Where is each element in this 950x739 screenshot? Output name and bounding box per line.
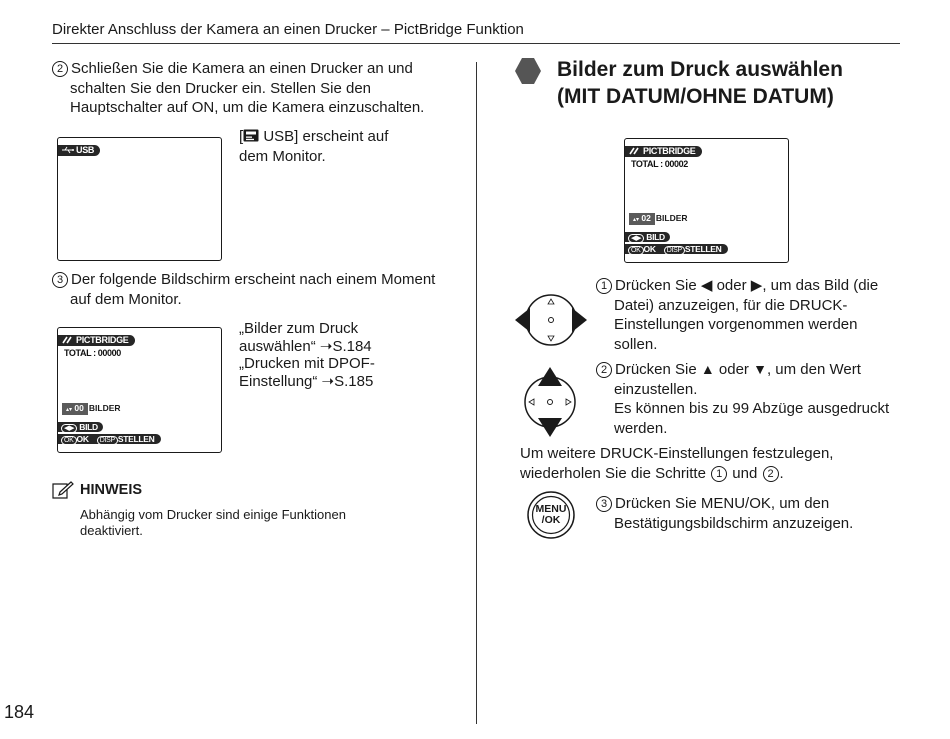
total-readout: TOTAL : 00002 (631, 159, 688, 169)
usb-icon (62, 146, 74, 154)
count-box: ▴▾ 02 (629, 213, 655, 225)
hint-body: Abhängig vom Drucker sind einige Funktionen deaktiviert. (80, 507, 346, 538)
total-readout: TOTAL : 00000 (64, 348, 121, 358)
screen1-caption: [ USB] erscheint auf dem Monitor. (239, 128, 389, 165)
camera-screen-usb (57, 137, 222, 261)
dpad-up-down-icon (522, 366, 578, 443)
hint-title: HINWEIS (80, 482, 143, 498)
pictbridge-icon (62, 336, 73, 344)
step-number: 2 (596, 362, 612, 378)
dpad-left-right-icon (514, 289, 588, 356)
step-number: 1 (711, 466, 727, 482)
pictbridge-tag: PICTBRIDGE (625, 146, 702, 157)
left-arrow-icon: ◀ (700, 277, 713, 294)
ok-stellen-bar: OK OK DISP STELLEN (625, 244, 728, 254)
print-count (62, 403, 121, 413)
pictbridge-icon (629, 147, 640, 155)
bild-bar: ◀▶ BILD (625, 232, 670, 242)
page-number: 184 (4, 702, 35, 722)
left-right-pill-icon: ◀▶ (61, 424, 77, 433)
usb-tag: USB (58, 145, 100, 156)
repeat-instruction: Um weitere DRUCK-Einstellungen festzulegen, wiederholen Sie die Schritte 1 und 2 . (520, 445, 834, 482)
right-step-3: 3 Drücken Sie MENU/OK, um den Bestätigungsbildschirm anzuzeigen. (596, 494, 906, 533)
step-number: 2 (52, 61, 68, 77)
page-ref-link-185[interactable]: Einstellung“ ➝S.185 (239, 372, 374, 390)
right-step-1: 1 Drücken Sie ◀ oder ▶, um das Bild (die Datei) anzuzeigen, für die DRUCK- Einstellungen vorgenommen werden sollen. (596, 276, 906, 354)
camera-screen-pictbridge-selected (624, 138, 789, 263)
header-rule (52, 43, 900, 44)
ok-stellen-bar: OK OK DISP STELLEN (58, 434, 161, 444)
right-step-2: 2 Drücken Sie ▲ oder ▼, um den Wert einzustellen. Es können bis zu 99 Abzüge ausgedruckt werden. (596, 360, 906, 438)
print-count (629, 213, 688, 223)
step-number: 3 (596, 496, 612, 512)
pictbridge-tag: PICTBRIDGE (58, 335, 135, 346)
step-number: 1 (596, 278, 612, 294)
right-arrow-icon: ▶ (750, 277, 763, 294)
printer-icon (243, 129, 259, 142)
left-right-pill-icon: ◀▶ (628, 234, 644, 243)
column-divider (476, 62, 477, 724)
bilder-label: BILDER (655, 213, 688, 223)
down-arrow-icon: ▼ (753, 361, 767, 377)
menu-ok-button-icon: MENU /OK (527, 491, 575, 539)
count-box: ▴▾ 00 (62, 403, 88, 415)
up-arrow-icon: ▲ (700, 361, 715, 377)
bild-bar: ◀▶ BILD (58, 422, 103, 432)
bilder-label: BILDER (88, 403, 121, 413)
page-ref-link-184[interactable]: auswählen“ ➝S.184 (239, 337, 372, 355)
step-number: 2 (763, 466, 779, 482)
hexagon-icon (513, 56, 543, 86)
hint-pen-icon (51, 480, 75, 505)
camera-screen-pictbridge-initial (57, 327, 222, 453)
step-number: 3 (52, 272, 68, 288)
screen2-caption: „Bilder zum Druck auswählen“ ➝S.184 „Drucken mit DPOF- Einstellung“ ➝S.185 (239, 320, 469, 390)
left-step-3: 3 Der folgende Bildschirm erscheint nach einem Moment auf dem Monitor. (52, 270, 472, 309)
left-step-2: 2 Schließen Sie die Kamera an einen Drucker an und schalten Sie den Drucker ein. Stellen Sie den Hauptschalter auf ON, um die Kamera einzuschalten. (52, 59, 462, 118)
section-title: Bilder zum Druck auswählen (MIT DATUM/OHNE DATUM) (557, 58, 843, 108)
page-header-title: Direkter Anschluss der Kamera an einen Drucker – PictBridge Funktion (52, 21, 524, 38)
